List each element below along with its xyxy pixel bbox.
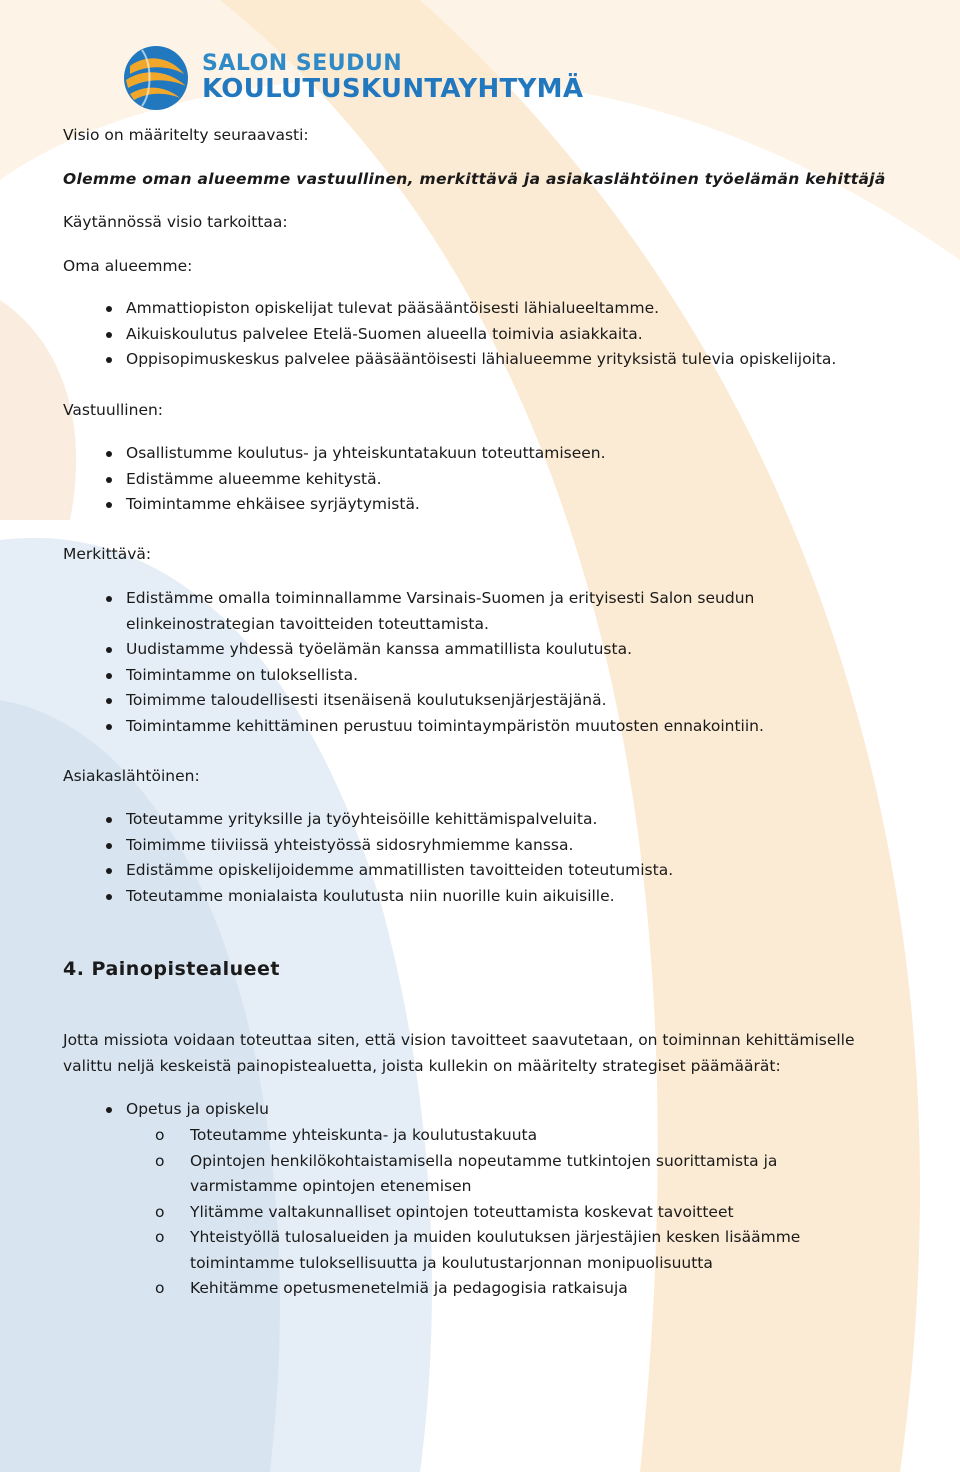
list-item: Edistämme alueemme kehitystä. xyxy=(0,467,606,493)
list-item: Uudistamme yhdessä työelämän kanssa ammatillista koulutusta. xyxy=(0,637,764,663)
chapter-heading: 4. Painopistealueet xyxy=(63,958,280,980)
list-item: Toimintamme ehkäisee syrjäytymistä. xyxy=(0,492,606,518)
focus-area-label: Opetus ja opiskelu xyxy=(126,1100,270,1118)
list-item: Oppisopimuskeskus palvelee pääsääntöisesti lähialueemme yrityksistä tulevia opiskelijoita. xyxy=(0,347,836,373)
list-item: Toteutamme yrityksille ja työyhteisöille kehittämispalveluita. xyxy=(0,807,673,833)
sub-list-item xyxy=(0,1149,800,1200)
vision-statement: Olemme oman alueemme vastuullinen, merkittävä ja asiakaslähtöinen työelämän kehittäjä xyxy=(63,170,886,188)
vision-label: Visio on määritelty seuraavasti: xyxy=(63,126,309,144)
sub-list-item: o Kehitämme opetusmenetelmiä ja pedagogisia ratkaisuja xyxy=(0,1276,800,1302)
list-item: Toimimme taloudellisesti itsenäisenä koulutuksenjärjestäjänä. xyxy=(0,688,764,714)
focus-area-sublist xyxy=(0,1123,800,1302)
chapter-paragraph-line1: Jotta missiota voidaan toteuttaa siten, että vision tavoitteet saavutetaan, on toiminnan kehittämiselle xyxy=(63,1031,855,1049)
list-item: Osallistumme koulutus- ja yhteiskuntatakuun toteuttamiseen. xyxy=(0,441,606,467)
focus-area-list xyxy=(0,1097,269,1123)
list-item: Ammattiopiston opiskelijat tulevat pääsääntöisesti lähialueeltamme. xyxy=(0,296,836,322)
list-item-line: Edistämme omalla toiminnallamme Varsinais-Suomen ja erityisesti Salon seudun xyxy=(126,589,755,607)
section-heading-merkittava: Merkittävä: xyxy=(63,545,152,563)
section-heading-oma-alueemme: Oma alueemme: xyxy=(63,257,193,275)
list-merkittava xyxy=(0,586,764,739)
section-heading-vastuullinen: Vastuullinen: xyxy=(63,401,164,419)
list-item: Toteutamme monialaista koulutusta niin nuorille kuin aikuisille. xyxy=(0,884,673,910)
sub-list-item-line: varmistamme opintojen etenemisen xyxy=(190,1177,472,1195)
list-asiakaslahtoinen xyxy=(0,807,673,909)
list-item-line: elinkeinostrategian tavoitteiden toteuttamista. xyxy=(126,614,489,633)
section-heading-asiakaslahtoinen: Asiakaslähtöinen: xyxy=(63,767,200,785)
chapter-paragraph-line2: valittu neljä keskeistä painopistealuetta, joista kullekin on määritelty strategiset päämäärät: xyxy=(63,1057,781,1075)
practice-label: Käytännössä visio tarkoittaa: xyxy=(63,213,288,231)
sub-list-item-line: o Opintojen henkilökohtaistamisella nopeutamme tutkintojen suorittamista ja xyxy=(190,1151,778,1170)
list-item: Toimimme tiiviissä yhteistyössä sidosryhmiemme kanssa. xyxy=(0,833,673,859)
sub-list-item-line: toimintamme tuloksellisuutta ja koulutustarjonnan monipuolisuutta xyxy=(190,1253,713,1272)
sub-list-item: o Toteutamme yhteiskunta- ja koulutustakuuta xyxy=(0,1123,800,1149)
logo-text-line1: SALON SEUDUN xyxy=(202,51,403,76)
organization-logo xyxy=(122,44,602,112)
list-item: Toimintamme on tuloksellista. xyxy=(0,663,764,689)
sub-list-item: o Ylitämme valtakunnalliset opintojen toteuttamista koskevat tavoitteet xyxy=(0,1200,800,1226)
sub-list-item xyxy=(0,1225,800,1276)
logo-text-line2: KOULUTUSKUNTAYHTYMÄ xyxy=(202,74,584,104)
list-item: Aikuiskoulutus palvelee Etelä-Suomen alueella toimivia asiakkaita. xyxy=(0,322,836,348)
list-vastuullinen xyxy=(0,441,606,518)
sub-list-item-line: o Yhteistyöllä tulosalueiden ja muiden koulutuksen järjestäjien kesken lisäämme xyxy=(190,1228,801,1246)
logo-sphere-icon xyxy=(122,44,190,112)
focus-area-item xyxy=(0,1097,269,1123)
list-oma-alueemme xyxy=(0,296,836,373)
list-item xyxy=(0,586,764,637)
list-item: Toimintamme kehittäminen perustuu toimintaympäristön muutosten ennakointiin. xyxy=(0,714,764,740)
list-item: Edistämme opiskelijoidemme ammatillisten tavoitteiden toteutumista. xyxy=(0,858,673,884)
